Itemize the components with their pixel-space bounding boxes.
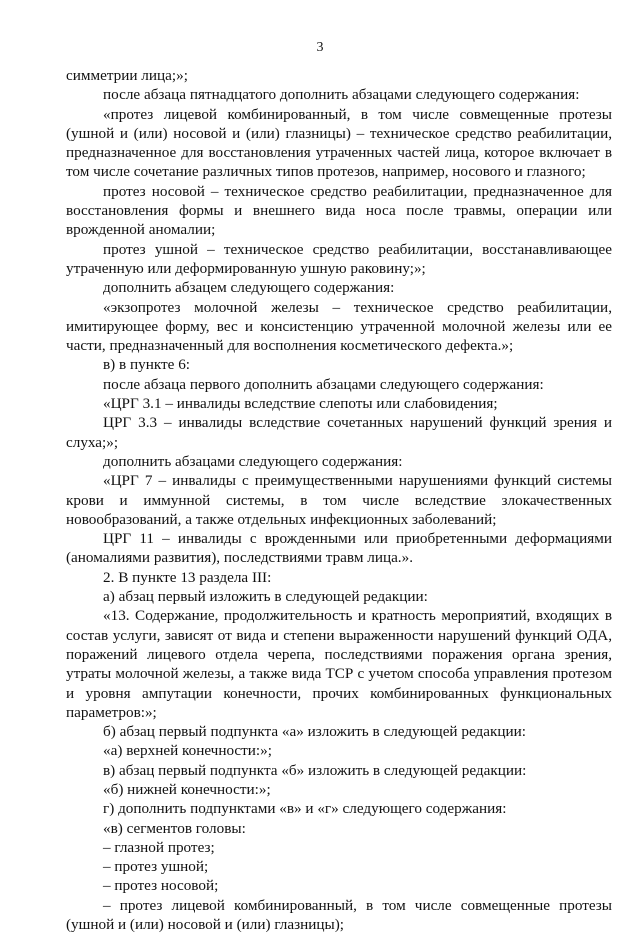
paragraph: «экзопротез молочной железы – техническое средство реабилитации, имитирующее форму, вес и консистенцию утраченной молочной железы или ее части, предназначенный для восполнения косметического дефекта.»; (66, 298, 612, 355)
paragraph: «а) верхней конечности:»; (103, 742, 272, 760)
paragraph: а) абзац первый изложить в следующей редакции: (103, 588, 428, 606)
paragraph: протез носовой – техническое средство реабилитации, предназначенное для восстановления формы и внешнего вида носа после травмы, операции или врожденной аномалии; (66, 182, 612, 239)
paragraph: 2. В пункте 13 раздела III: (103, 568, 272, 586)
paragraph: в) абзац первый подпункта «б» изложить в следующей редакции: (103, 761, 527, 779)
paragraph: «13. Содержание, продолжительность и кратность мероприятий, входящих в состав услуги, зависят от вида и степени выраженности нарушений функций ОДА, поражений лицевого отдела черепа, последствиями поражения органа зрения, утраты молочной железы, а также вида ТСР с учетом способа управления протезом и уровня ампутации конечности, прочих комбинированных функциональных параметров:»; (66, 607, 612, 721)
paragraph: «б) нижней конечности:»; (103, 780, 271, 798)
paragraph: б) абзац первый подпункта «а» изложить в следующей редакции: (103, 723, 526, 741)
paragraph: симметрии лица;»; (66, 67, 188, 84)
paragraph: «протез лицевой комбинированный, в том числе совмещенные протезы (ушной и (или) носовой и (или) глазницы) – техническое средство реабилитации, предназначенное для восстановления утраченных частей лица, которое включает в том числе сочетание различных типов протезов, например, носового и глазного; (66, 105, 612, 181)
paragraph: после абзаца пятнадцатого дополнить абзацами следующего содержания: (103, 86, 580, 104)
page-number: 3 (316, 40, 324, 55)
paragraph: после абзаца первого дополнить абзацами следующего содержания: (103, 375, 544, 393)
paragraph: «ЦРГ 3.1 – инвалиды вследствие слепоты или слабовидения; (103, 395, 498, 413)
document-body (66, 66, 612, 934)
paragraph: – протез лицевой комбинированный, в том числе совмещенные протезы (ушной и (или) носовой и (или) глазницы); (66, 896, 612, 934)
paragraph: ЦРГ 3.3 – инвалиды вследствие сочетанных нарушений функций зрения и слуха;»; (66, 414, 612, 451)
paragraph: дополнить абзацем следующего содержания: (103, 279, 395, 297)
paragraph: г) дополнить подпунктами «в» и «г» следующего содержания: (103, 800, 507, 818)
paragraph: «в) сегментов головы: (103, 819, 246, 837)
paragraph: дополнить абзацами следующего содержания: (103, 452, 403, 470)
paragraph: ЦРГ 11 – инвалиды с врожденными или приобретенными деформациями (аномалиями развития), последствиями травм лица.». (66, 530, 612, 567)
paragraph: – протез носовой; (103, 877, 219, 895)
paragraph: – протез ушной; (103, 858, 209, 876)
paragraph: в) в пункте 6: (103, 356, 191, 374)
paragraph: «ЦРГ 7 – инвалиды с преимущественными нарушениями функций системы крови и иммунной системы, в том числе вследствие злокачественных новообразований, а также отдельных инфекционных заболеваний; (66, 472, 612, 528)
paragraph: протез ушной – техническое средство реабилитации, восстанавливающее утраченную или деформированную ушную раковину;»; (66, 240, 612, 277)
paragraph: – глазной протез; (103, 838, 215, 856)
